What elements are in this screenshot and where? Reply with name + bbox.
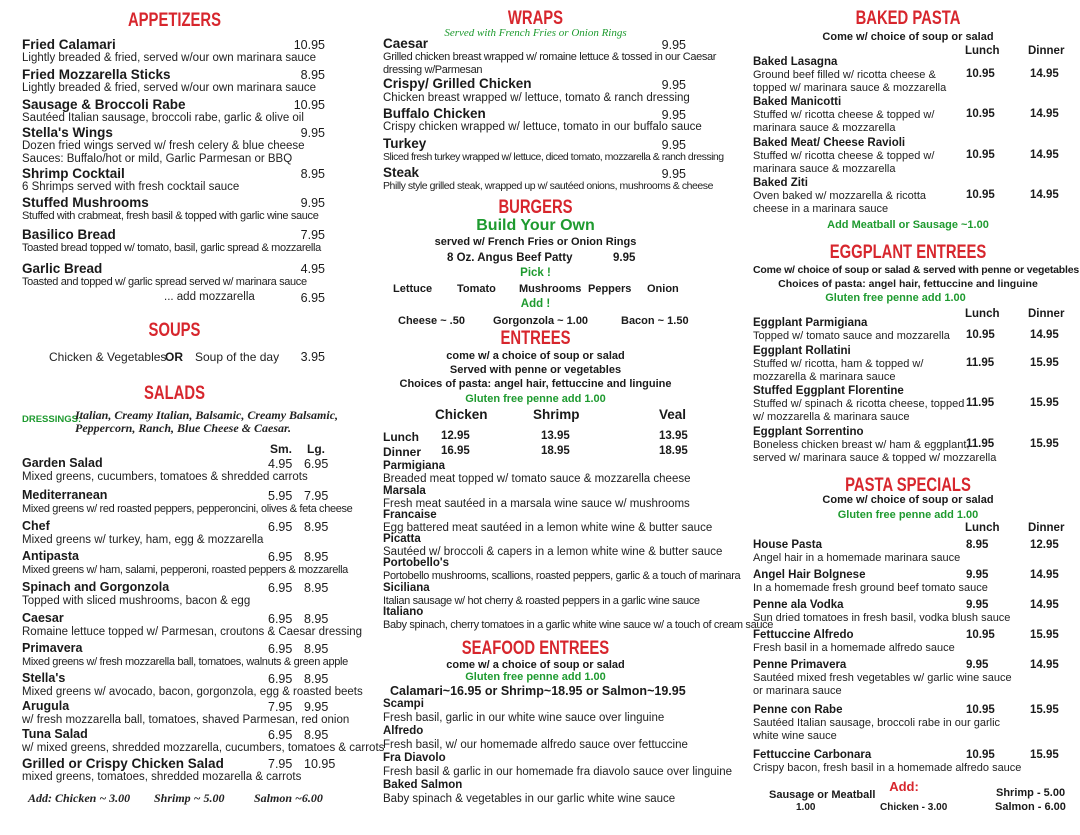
- menu-item-desc: Fresh basil in a homemade alfredo sauce: [753, 642, 955, 654]
- entree-desc: Baby spinach, cherry tomatoes in a garlic white wine sauce w/ a touch of cream sauce: [383, 619, 774, 631]
- item-name: Caesar: [383, 36, 429, 51]
- menu-item-name: Baked Meat/ Cheese Ravioli: [753, 137, 906, 149]
- entree-desc: Breaded meat topped w/ tomato sauce & mozzarella cheese: [383, 473, 691, 485]
- entree-desc: Fresh meat sautéed in a marsala wine sauce w/ mushrooms: [383, 498, 690, 510]
- menu-item-desc: cheese in a marinara sauce: [753, 203, 889, 215]
- item-desc: Sliced fresh turkey wrapped w/ lettuce, diced tomato, mozzarella & ranch dressing: [383, 151, 724, 163]
- menu-item-desc: Sautéed mixed fresh vegetables w/ garlic wine sauce: [753, 672, 1012, 684]
- baked-pasta-line-1: Come w/ choice of soup or salad: [822, 31, 994, 43]
- entree-desc: Sautéed w/ broccoli & capers in a lemon white wine & butter sauce: [383, 546, 723, 558]
- item-price: 9.95: [661, 78, 686, 92]
- baked-dinner-header: Dinner: [1028, 45, 1065, 57]
- menu-item-name: Angel Hair Bolgnese: [753, 569, 866, 581]
- entree-col-veal: Veal: [659, 407, 687, 422]
- size-large-header: Lg.: [307, 442, 325, 456]
- menu-item-desc: Stuffed w/ ricotta, ham & topped w/: [753, 358, 924, 370]
- salad-price-large: 8.95: [304, 672, 329, 686]
- salad-price-small: 5.95: [268, 489, 293, 503]
- entree-desc: Egg battered meat sautéed in a lemon white wine & butter sauce: [383, 522, 713, 534]
- size-small-header: Sm.: [270, 442, 293, 456]
- entrees-line-1: come w/ a choice of soup or salad: [446, 350, 625, 362]
- entrees-line-2: Served with penne or vegetables: [449, 364, 622, 376]
- item-price: 10.95: [293, 98, 325, 112]
- menu-item-desc: Boneless chicken breast w/ ham & eggplant,: [753, 439, 970, 451]
- eggplant-line-2: Choices of pasta: angel hair, fettuccine and linguine: [778, 278, 1038, 290]
- menu-item-dinner-price: 14.95: [1030, 68, 1059, 80]
- dressings-line-1: Italian, Creamy Italian, Balsamic, Creamy Balsamic,: [75, 408, 339, 422]
- pasta-specials-gluten: Gluten free penne add 1.00: [837, 509, 979, 521]
- menu-item-lunch-price: 11.95: [966, 397, 995, 409]
- salads-title: SALADS: [144, 383, 205, 404]
- menu-item-desc: Sun dried tomatoes in fresh basil, vodka blush sauce: [753, 612, 1011, 624]
- pasta-specials-line-1: Come w/ choice of soup or salad: [822, 494, 994, 506]
- entree-dinner-veal: 18.95: [659, 445, 688, 457]
- item-price: 9.95: [300, 196, 325, 210]
- menu-item-desc: w/ mozzarella & marinara sauce: [753, 411, 910, 423]
- menu-item-name: Stuffed Eggplant Florentine: [753, 385, 904, 397]
- salad-desc: Mixed greens w/ avocado, bacon, gorgonzola, egg & roasted beets: [22, 686, 363, 698]
- item-price: 9.95: [300, 126, 325, 140]
- burgers-served: served w/ French Fries or Onion Rings: [434, 236, 637, 248]
- menu-item-desc: Topped w/ tomato sauce and mozzarella: [753, 330, 950, 342]
- entree-name: Francaise: [383, 509, 437, 521]
- menu-item-name: Penne ala Vodka: [753, 599, 844, 611]
- menu-item-desc: white wine sauce: [753, 730, 837, 742]
- menu-item-dinner-price: 14.95: [1030, 329, 1059, 341]
- entree-dinner-chicken: 16.95: [441, 445, 470, 457]
- entree-name: Picatta: [383, 533, 421, 545]
- salad-price-small: 6.95: [268, 550, 293, 564]
- soup-right: Soup of the day: [195, 350, 280, 364]
- specials-dinner-header: Dinner: [1028, 522, 1065, 534]
- item-desc: dressing w/Parmesan: [383, 64, 483, 76]
- addon-bacon: Bacon ~ 1.50: [621, 315, 689, 327]
- burgers-title: BURGERS: [498, 197, 573, 218]
- item-name: Turkey: [383, 136, 427, 151]
- item-price: 9.95: [661, 138, 686, 152]
- menu-item-dinner-price: 14.95: [1030, 149, 1059, 161]
- salad-price-large: 9.95: [304, 700, 329, 714]
- menu-item-dinner-price: 14.95: [1030, 189, 1059, 201]
- menu-item-desc: Sautéed Italian sausage, broccoli rabe in our garlic: [753, 717, 1001, 729]
- eggplant-dinner-header: Dinner: [1028, 308, 1065, 320]
- menu-item-name: Eggplant Rollatini: [753, 345, 851, 357]
- item-desc: Sauces: Buffalo/hot or mild, Garlic Parmesan or BBQ: [22, 153, 293, 165]
- specials-add-label: Add:: [889, 779, 919, 794]
- salad-price-large: 8.95: [304, 612, 329, 626]
- menu-item-desc: In a homemade fresh ground beef tomato sauce: [753, 582, 988, 594]
- item-desc: Lightly breaded & fried, served w/our own marinara sauce: [22, 52, 317, 64]
- entree-name: Italiano: [383, 606, 424, 618]
- dressings-line-2: Peppercorn, Ranch, Blue Cheese & Caesar.: [75, 421, 292, 435]
- entree-lunch-veal: 13.95: [659, 430, 688, 442]
- seafood-prices: Calamari~16.95 or Shrimp~18.95 or Salmon~19.95: [390, 684, 686, 698]
- salad-name: Arugula: [22, 699, 70, 713]
- seafood-title: SEAFOOD ENTREES: [461, 638, 610, 659]
- entrees-gluten: Gluten free penne add 1.00: [465, 393, 606, 405]
- salad-desc: Mixed greens, cucumbers, tomatoes & shredded carrots: [22, 471, 308, 483]
- menu-item-desc: Oven baked w/ mozzarella & ricotta: [753, 190, 927, 202]
- menu-item-dinner-price: 15.95: [1030, 704, 1059, 716]
- salad-price-small: 6.95: [268, 672, 293, 686]
- menu-item-name: Penne con Rabe: [753, 704, 843, 716]
- menu-item-desc: Angel hair in a homemade marinara sauce: [753, 552, 961, 564]
- item-desc: Fresh basil & garlic in our homemade fra diavolo sauce over linguine: [383, 766, 733, 778]
- item-price: 9.95: [661, 38, 686, 52]
- salad-desc: Mixed greens w/ red roasted peppers, pepperoncini, olives & feta cheese: [22, 503, 353, 515]
- salad-price-small: 4.95: [268, 457, 293, 471]
- salad-desc: Mixed greens w/ fresh mozzarella ball, tomatoes, walnuts & green apple: [22, 656, 348, 668]
- menu-item-lunch-price: 10.95: [966, 149, 995, 161]
- menu-item-desc: Stuffed w/ ricotta cheese & topped w/: [753, 109, 935, 121]
- entree-name: Portobello's: [383, 557, 449, 569]
- topping-mushrooms: Mushrooms: [519, 283, 582, 295]
- burger-add: Add !: [520, 298, 551, 310]
- item-name: Baked Salmon: [383, 779, 463, 791]
- specials-chicken: Chicken - 3.00: [880, 802, 948, 813]
- menu-item-desc: Stuffed w/ spinach & ricotta cheese, topped: [753, 398, 965, 410]
- entrees-line-3: Choices of pasta: angel hair, fettuccine and linguine: [399, 378, 672, 390]
- entree-col-chicken: Chicken: [435, 407, 488, 422]
- item-desc: 6 Shrimps served with fresh cocktail sauce: [22, 181, 240, 193]
- menu-item-lunch-price: 10.95: [966, 704, 995, 716]
- salad-add-shrimp: Shrimp ~ 5.00: [154, 791, 225, 805]
- salad-price-large: 6.95: [304, 457, 329, 471]
- salad-desc: Topped with sliced mushrooms, bacon & egg: [22, 595, 251, 607]
- menu-item-name: Eggplant Sorrentino: [753, 426, 864, 438]
- menu-item-lunch-price: 9.95: [966, 569, 989, 581]
- salad-price-large: 8.95: [304, 728, 329, 742]
- topping-peppers: Peppers: [588, 283, 632, 295]
- item-desc: Dozen fried wings served w/ fresh celery & blue cheese: [22, 140, 305, 152]
- menu-item-name: Eggplant Parmigiana: [753, 317, 868, 329]
- item-desc: Baby spinach & vegetables in our garlic white wine sauce: [383, 793, 676, 805]
- item-price: 9.95: [661, 108, 686, 122]
- addon-cheese: Cheese ~ .50: [398, 315, 465, 327]
- entree-dinner-shrimp: 18.95: [541, 445, 570, 457]
- entree-name: Siciliana: [383, 582, 430, 594]
- item-name: Fried Calamari: [22, 37, 116, 52]
- item-name: Stella's Wings: [22, 125, 113, 140]
- item-name: Scampi: [383, 698, 424, 710]
- menu-item-desc: Crispy bacon, fresh basil in a homemade alfredo sauce: [753, 762, 1022, 774]
- menu-item-dinner-price: 15.95: [1030, 438, 1059, 450]
- item-price: 4.95: [300, 262, 325, 276]
- salad-desc: w/ mixed greens, shredded mozzarella, cucumbers, tomatoes & carrots: [22, 742, 385, 754]
- item-name: Alfredo: [383, 725, 424, 737]
- menu-item-dinner-price: 15.95: [1030, 397, 1059, 409]
- soup-left: Chicken & Vegetables: [49, 350, 167, 364]
- entree-desc: Portobello mushrooms, scallions, roasted peppers, garlic & a touch of marinara: [383, 570, 741, 582]
- menu-item-lunch-price: 11.95: [966, 357, 995, 369]
- menu-item-lunch-price: 11.95: [966, 438, 995, 450]
- salad-add-chicken: Add: Chicken ~ 3.00: [28, 791, 131, 805]
- topping-lettuce: Lettuce: [393, 283, 433, 295]
- topping-tomato: Tomato: [457, 283, 496, 295]
- item-desc: Toasted bread topped w/ tomato, basil, garlic spread & mozzarella: [22, 242, 321, 254]
- item-name: Steak: [383, 165, 420, 180]
- soup-price: 3.95: [300, 350, 325, 364]
- salad-price-small: 6.95: [268, 520, 293, 534]
- menu-item-dinner-price: 12.95: [1030, 539, 1059, 551]
- menu-item-lunch-price: 10.95: [966, 329, 995, 341]
- item-price: 8.95: [300, 68, 325, 82]
- column-left: [22, 0, 385, 835]
- wraps-title: WRAPS: [507, 8, 564, 29]
- item-name: Fra Diavolo: [383, 752, 446, 764]
- salad-price-small: 6.95: [268, 581, 293, 595]
- menu-item-lunch-price: 10.95: [966, 749, 995, 761]
- soups-title: SOUPS: [148, 320, 201, 341]
- menu-item-lunch-price: 10.95: [966, 108, 995, 120]
- menu-item-name: House Pasta: [753, 539, 823, 551]
- salad-price-small: 7.95: [268, 757, 293, 771]
- menu-item-name: Baked Manicotti: [753, 96, 842, 108]
- appetizers-title: APPETIZERS: [127, 10, 222, 31]
- column-middle: [383, 0, 774, 835]
- menu-item-name: Fettuccine Carbonara: [753, 749, 872, 761]
- entrees-title: ENTREES: [500, 328, 571, 349]
- item-name: Shrimp Cocktail: [22, 166, 125, 181]
- menu-item-dinner-price: 15.95: [1030, 629, 1059, 641]
- salad-name: Tuna Salad: [22, 727, 88, 741]
- item-name: Basilico Bread: [22, 227, 116, 242]
- specials-shrimp: Shrimp - 5.00: [996, 787, 1066, 799]
- topping-onion: Onion: [647, 283, 679, 295]
- salad-name: Mediterranean: [22, 488, 108, 502]
- item-desc: Stuffed with crabmeat, fresh basil & topped with garlic wine sauce: [22, 210, 319, 222]
- burgers-subtitle: Build Your Own: [476, 217, 595, 234]
- entree-desc: Italian sausage w/ hot cherry & roasted peppers in a garlic wine sauce: [383, 595, 700, 607]
- seafood-line-1: come w/ a choice of soup or salad: [446, 659, 625, 671]
- item-price: 8.95: [300, 167, 325, 181]
- salad-desc: mixed greens, tomatoes, shredded mozarella & carrots: [22, 771, 302, 783]
- entree-dinner-label: Dinner: [383, 445, 422, 459]
- salad-price-large: 8.95: [304, 520, 329, 534]
- menu-item-desc: marinara sauce & mozzarella: [753, 122, 896, 134]
- item-desc: Chicken breast wrapped w/ lettuce, tomato & ranch dressing: [383, 92, 690, 104]
- salad-price-large: 8.95: [304, 642, 329, 656]
- baked-lunch-header: Lunch: [965, 45, 1000, 57]
- menu-item-desc: topped w/ marinara sauce & mozzarella: [753, 82, 947, 94]
- menu-item-desc: Stuffed w/ ricotta cheese & topped w/: [753, 150, 935, 162]
- salad-name: Antipasta: [22, 549, 79, 563]
- menu-item-desc: mozzarella & marinara sauce: [753, 371, 896, 383]
- item-name: Sausage & Broccoli Rabe: [22, 97, 186, 112]
- burger-patty-price: 9.95: [613, 252, 636, 264]
- item-desc: Sautéed Italian sausage, broccoli rabe, garlic & olive oil: [22, 112, 304, 124]
- item-extra: ... add mozzarella: [164, 291, 255, 303]
- item-desc: Crispy chicken wrapped w/ lettuce, tomato in our buffalo sauce: [383, 121, 702, 133]
- salad-add-salmon: Salmon ~6.00: [254, 791, 323, 805]
- item-name: Fried Mozzarella Sticks: [22, 67, 171, 82]
- item-desc: Fresh basil, w/ our homemade alfredo sauce over fettuccine: [383, 739, 688, 751]
- dressings-label: DRESSINGS:: [22, 414, 82, 425]
- entree-lunch-chicken: 12.95: [441, 430, 470, 442]
- seafood-gluten: Gluten free penne add 1.00: [465, 671, 606, 683]
- specials-lunch-header: Lunch: [965, 522, 1000, 534]
- entree-name: Marsala: [383, 485, 426, 497]
- specials-sausage: Sausage or Meatball: [769, 789, 876, 801]
- menu-item-lunch-price: 10.95: [966, 189, 995, 201]
- menu-item-dinner-price: 14.95: [1030, 569, 1059, 581]
- salad-name: Chef: [22, 519, 50, 533]
- salad-desc: Mixed greens w/ turkey, ham, egg & mozzarella: [22, 534, 264, 546]
- menu-item-lunch-price: 9.95: [966, 659, 989, 671]
- entree-name: Parmigiana: [383, 460, 445, 472]
- salad-name: Grilled or Crispy Chicken Salad: [22, 756, 224, 771]
- baked-pasta-title: BAKED PASTA: [855, 8, 961, 29]
- menu-item-lunch-price: 9.95: [966, 599, 989, 611]
- salad-desc: Mixed greens w/ ham, salami, pepperoni, roasted peppers & mozzarella: [22, 564, 348, 576]
- addon-gorgonzola: Gorgonzola ~ 1.00: [493, 315, 589, 327]
- salad-name: Spinach and Gorgonzola: [22, 580, 170, 594]
- item-desc: Philly style grilled steak, wrapped up w/ sautéed onions, mushrooms & cheese: [383, 180, 713, 192]
- item-price: 7.95: [300, 228, 325, 242]
- entree-col-shrimp: Shrimp: [533, 407, 580, 422]
- item-extra-price: 6.95: [300, 291, 325, 305]
- burger-pick: Pick !: [520, 267, 551, 279]
- menu-item-desc: or marinara sauce: [753, 685, 842, 697]
- salad-name: Primavera: [22, 641, 83, 655]
- eggplant-gluten: Gluten free penne add 1.00: [825, 292, 966, 304]
- menu-item-desc: served w/ marinara sauce & topped w/ mozzarella: [753, 452, 997, 464]
- specials-sausage-price: 1.00: [796, 802, 816, 813]
- salad-desc: Romaine lettuce topped w/ Parmesan, croutons & Caesar dressing: [22, 626, 363, 638]
- menu-item-desc: Ground beef filled w/ ricotta cheese &: [753, 69, 936, 81]
- menu-item-dinner-price: 14.95: [1030, 108, 1059, 120]
- salad-price-large: 8.95: [304, 550, 329, 564]
- eggplant-line-1: Come w/ choice of soup or salad & served with penne or vegetables: [753, 264, 1080, 276]
- item-name: Stuffed Mushrooms: [22, 195, 149, 210]
- menu-item-name: Fettuccine Alfredo: [753, 629, 854, 641]
- salad-name: Garden Salad: [22, 456, 103, 470]
- eggplant-lunch-header: Lunch: [965, 308, 1000, 320]
- menu-item-desc: marinara sauce & mozzarella: [753, 163, 896, 175]
- item-name: Garlic Bread: [22, 261, 103, 276]
- specials-salmon: Salmon - 6.00: [995, 801, 1066, 813]
- salad-price-large: 8.95: [304, 581, 329, 595]
- entree-lunch-shrimp: 13.95: [541, 430, 570, 442]
- item-desc: Fresh basil, garlic in our white wine sauce over linguine: [383, 712, 665, 724]
- salad-name: Caesar: [22, 611, 64, 625]
- baked-add: Add Meatball or Sausage ~1.00: [827, 219, 989, 231]
- menu-item-dinner-price: 15.95: [1030, 749, 1059, 761]
- menu-item-dinner-price: 14.95: [1030, 659, 1059, 671]
- menu-item-name: Baked Lasagna: [753, 56, 838, 68]
- item-desc: Lightly breaded & fried, served w/our own marinara sauce: [22, 82, 317, 94]
- salad-price-small: 6.95: [268, 728, 293, 742]
- salad-price-large: 7.95: [304, 489, 329, 503]
- salad-price-small: 6.95: [268, 612, 293, 626]
- item-name: Crispy/ Grilled Chicken: [383, 76, 532, 91]
- menu-item-name: Penne Primavera: [753, 659, 847, 671]
- salad-desc: w/ fresh mozzarella ball, tomatoes, shaved Parmesan, red onion: [22, 714, 350, 726]
- pasta-specials-title: PASTA SPECIALS: [845, 475, 971, 496]
- menu-item-lunch-price: 10.95: [966, 629, 995, 641]
- salad-name: Stella's: [22, 671, 66, 685]
- item-desc: Grilled chicken breast wrapped w/ romaine lettuce & tossed in our Caesar: [383, 51, 717, 63]
- salad-price-large: 10.95: [304, 757, 336, 771]
- burger-patty: 8 Oz. Angus Beef Patty: [447, 252, 573, 264]
- item-name: Buffalo Chicken: [383, 106, 486, 121]
- salad-price-small: 6.95: [268, 642, 293, 656]
- menu-item-lunch-price: 8.95: [966, 539, 989, 551]
- eggplant-title: EGGPLANT ENTREES: [829, 242, 987, 263]
- menu-item-dinner-price: 15.95: [1030, 357, 1059, 369]
- soup-or: OR: [165, 350, 183, 364]
- menu-item-dinner-price: 14.95: [1030, 599, 1059, 611]
- item-desc: Toasted and topped w/ garlic spread served w/ marinara sauce: [22, 276, 307, 288]
- menu-item-lunch-price: 10.95: [966, 68, 995, 80]
- column-right: [753, 0, 1080, 835]
- item-price: 9.95: [661, 167, 686, 181]
- salad-price-small: 7.95: [268, 700, 293, 714]
- wraps-subtitle: Served with French Fries or Onion Rings: [444, 27, 627, 39]
- menu-item-name: Baked Ziti: [753, 177, 808, 189]
- entree-lunch-label: Lunch: [383, 430, 419, 444]
- item-price: 10.95: [293, 38, 325, 52]
